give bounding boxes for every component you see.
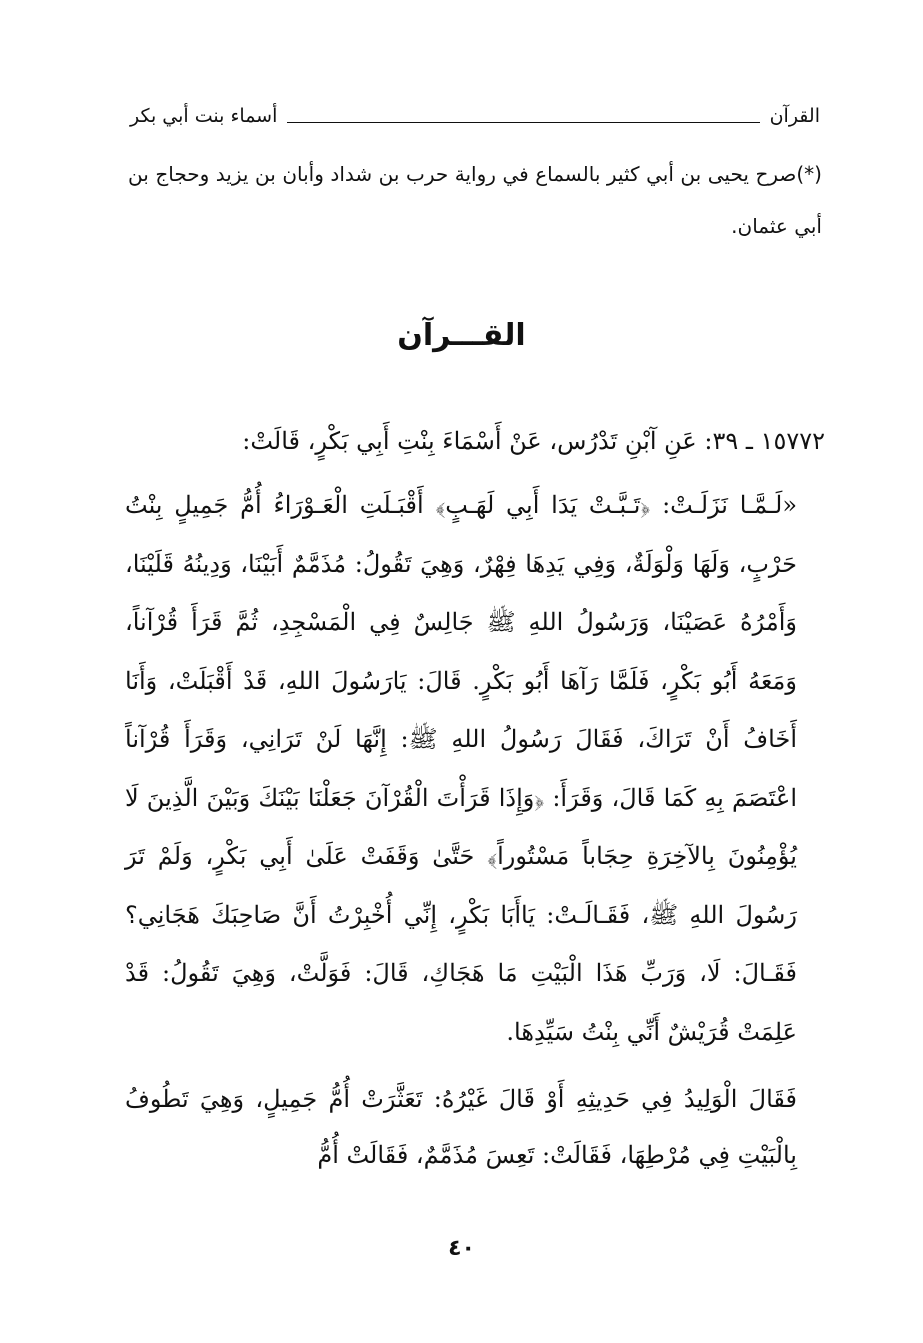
- running-header-section: أسماء بنت أبي بكر: [130, 105, 278, 127]
- section-heading: القـــرآن: [397, 318, 526, 353]
- running-header-rule: [287, 122, 759, 123]
- hadith-body: «لَـمَّـا نَزَلَـتْ: ﴿تَـبَّـتْ يَدَا أَبِي لَهَـبٍ﴾ أَقْبَـلَتِ الْعَـوْرَاءُ أُمُّ جَمِيلٍ بِنْتُ حَرْبٍ، وَلَهَا وَلْوَلَةٌ، وَفِي يَدِهَا فِهْرٌ، وَهِيَ تَقُولُ: مُذَمَّمٌ أَبَيْنَا، وَدِينُهُ قَلَيْنَا، وَأَمْرُهُ عَصَيْنَا، وَرَسُولُ اللهِ ﷺ جَالِسٌ فِي الْمَسْجِدِ، ثُمَّ قَرَأَ قُرْآناً، وَمَعَهُ أَبُو بَكْرٍ، فَلَمَّا رَآهَا أَبُو بَكْرٍ. قَالَ: يَارَسُولَ اللهِ، قَدْ أَقْبَلَتْ، وَأَنَا أَخَافُ أَنْ تَرَاكَ، فَقَالَ رَسُولُ اللهِ ﷺ: إِنَّهَا لَنْ تَرَانِي، وَقَرَأَ قُرْآناً اعْتَصَمَ بِهِ كَمَا قَالَ، وَقَرَأَ: ﴿وَإِذَا قَرَأْتَ الْقُرْآنَ جَعَلْنَا بَيْنَكَ وَبَيْنَ الَّذِينَ لَا يُؤْمِنُونَ بِالآخِرَةِ حِجَاباً مَسْتُوراً﴾ حَتَّىٰ وَقَفَتْ عَلَىٰ أَبِي بَكْرٍ، وَلَمْ تَرَ رَسُولَ اللهِ ﷺ، فَقَـالَـتْ: يَاأَبَا بَكْرٍ، إِنِّي أُخْبِرْتُ أَنَّ صَاحِبَكَ هَجَانِي؟ فَقَـالَ: لَا، وَرَبِّ هَذَا الْبَيْتِ مَا هَجَاكِ، قَالَ: فَوَلَّتْ، وَهِيَ تَقُولُ: قَدْ عَلِمَتْ قُرَيْشٌ أَنِّي بِنْتُ سَيِّدِهَا.: [125, 491, 797, 1046]
- hadith-narration: فَقَالَ الْوَلِيدُ فِي حَدِيثِهِ أَوْ قَالَ غَيْرُهُ: تَعَثَّرَتْ أُمُّ جَمِيلٍ، وَهِيَ تَطُوفُ بِالْبَيْتِ فِي مُرْطِهَا، فَقَالَتْ: تَعِسَ مُذَمَّمٌ، فَقَالَتْ أُمُّ: [125, 1085, 797, 1169]
- running-header: [130, 100, 820, 132]
- page-number: ٤٠: [448, 1236, 475, 1261]
- hadith-isnad: ١٥٧٧٢ ـ ٣٩: عَنِ آبْنِ تَدْرُس، عَنْ أَسْمَاءَ بِنْتِ أَبِي بَكْرٍ، قَالَتْ:: [242, 427, 825, 455]
- running-header-chapter: القرآن: [769, 105, 820, 127]
- hadith-block: [100, 412, 825, 1183]
- footnote: (*)صرح يحيى بن أبي كثير بالسماع في رواية حرب بن شداد وأبان بن يزيد وحجاج بن أبي عثمان.: [128, 162, 822, 238]
